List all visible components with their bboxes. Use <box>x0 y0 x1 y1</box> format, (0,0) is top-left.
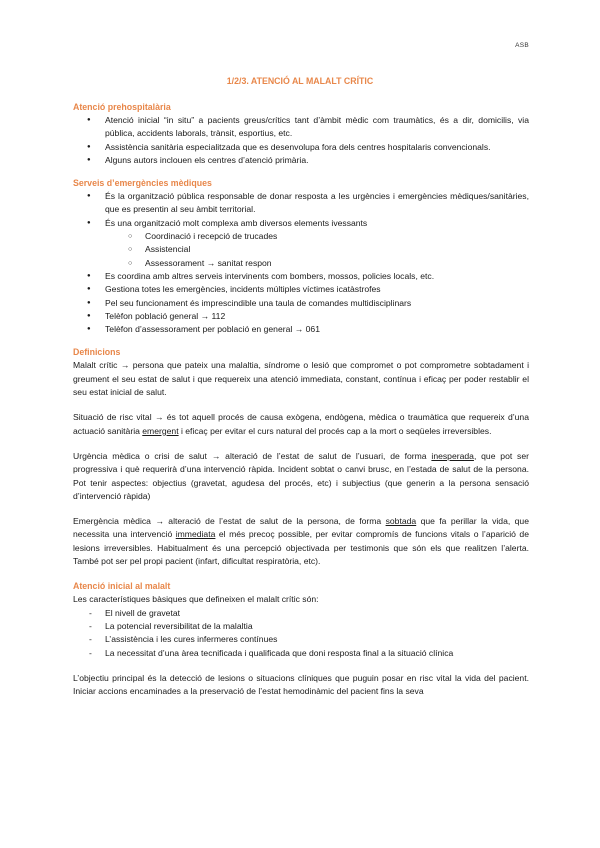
section-heading-initial-care: Atenció inicial al malalt <box>73 581 171 592</box>
sem-sublist <box>73 230 529 270</box>
list-item: ● Atenció inicial “in situ” a pacients greus/crítics tant d’àmbit mèdic com traumàtics, és a dir, domicilis, via pública, accidents laborals, trànsit, esportius, etc. <box>73 114 529 141</box>
list-item: ● Es coordina amb altres serveis intervinents com bombers, mossos, policies locals, etc. <box>73 270 529 283</box>
sublist-item: ○ Assistencial <box>73 243 529 256</box>
section-heading-sem: Serveis d’emergències mèdiques <box>73 178 212 189</box>
underlined-term: inesperada <box>431 450 474 461</box>
list-item <box>73 217 529 270</box>
closing-paragraph: L’objectiu principal és la detecció de lesions o situacions clíniques que puguin posar en risc vital la vida del pacient. Iniciar accions encaminades a la preservació de l’estat hemodinàmic del pacient fins la seva <box>73 672 529 697</box>
list-item: ● Assistència sanitària especialitzada que es desenvolupa fora dels centres hospitalaris convencionals. <box>73 141 529 154</box>
underlined-term: immediata <box>175 529 216 540</box>
definition-vital-risk: Situació de risc vital → és tot aquell procés de causa exògena, endògena, mèdica o traumàtica que requereix d’una actuació sanitària emergent i eficaç per evitar el curs natural del procés cap a la mort o seqüeles irreversibles. <box>73 412 529 436</box>
list-item: ● És la organització pública responsable de donar resposta a les urgències i emergències mèdiques/sanitàries, que es presentin al seu àmbit territorial. <box>73 190 529 217</box>
section-heading-definitions: Definicions <box>73 347 121 358</box>
characteristics-list <box>73 607 529 660</box>
page-title: 1/2/3. ATENCIÓ AL MALALT CRÍTIC <box>226 76 374 86</box>
list-item: - La necessitat d’una àrea tecnificada i qualificada que doni resposta final a la situació clínica <box>73 647 529 660</box>
list-item: - L’assistència i les cures infermeres contínues <box>73 633 529 646</box>
list-item: ● Gestiona totes les emergències, incidents múltiples víctimes icatàstrofes <box>73 283 529 296</box>
definition-medical-urgency: Urgència mèdica o crisi de salut → alteració de l’estat de salut de l’usuari, de forma inesperada, que pot ser progressiva i què requerirà d’una intervenció ràpida. Incident sobtat o canvi brusc, en l’estada de salut de la persona. Pot tenir aspectes: objectius (gravetat, agudesa del procés, etc) i subjectius (que generin a la persona sensació d’intervenció ràpida) <box>73 450 529 501</box>
section-heading-prehospital: Atenció prehospitalària <box>73 102 171 112</box>
list-item: ● Pel seu funcionament és imprescindible una taula de comandes multidisciplinars <box>73 297 529 310</box>
initial-care-intro: Les característiques bàsiques que defineixen el malalt crític són: <box>73 594 319 605</box>
header-code: ASB <box>515 42 529 49</box>
definition-medical-emergency: Emergència mèdica → alteració de l’estat de salut de la persona, de forma sobtada que fa perillar la vida, que necessita una intervenció immediata el més precoç possible, per evitar compromís de funcions vitals o l’aparició de lesions irreversibles. Habitualment és una percepció objectivada per testimonis que són els que realitzen l’alerta. També pot ser pel propi pacient (infart, dificultat respiratòria, etc). <box>73 516 529 567</box>
list-item: ● Alguns autors inclouen els centres d’atenció primària. <box>73 154 529 167</box>
underlined-term: emergent <box>142 425 179 436</box>
sublist-item: ○ Assessorament → sanitat respon <box>73 257 529 270</box>
list-item: ● Telèfon població general → 112 <box>73 310 529 323</box>
underlined-term: sobtada <box>385 516 417 527</box>
document-body <box>73 101 529 698</box>
list-item: - La potencial reversibilitat de la malaltia <box>73 620 529 633</box>
prehospital-list <box>73 114 529 167</box>
list-item: - El nivell de gravetat <box>73 607 529 620</box>
list-item-text: És una organització molt complexa amb diversos elements ivessants <box>105 217 368 228</box>
sem-list <box>73 190 529 336</box>
definition-critical-patient: Malalt crític → persona que pateix una malaltia, síndrome o lesió que compromet o pot comprometre sobtadament i greument el seu estat de salut i que requereix una atenció immediata, constant, contínua i eficaç per poder restablir el seu estat inicial de salut. <box>73 360 529 398</box>
list-item: ● Telèfon d’assessorament per població en general → 061 <box>73 323 529 336</box>
sublist-item: ○ Coordinació i recepció de trucades <box>73 230 529 243</box>
